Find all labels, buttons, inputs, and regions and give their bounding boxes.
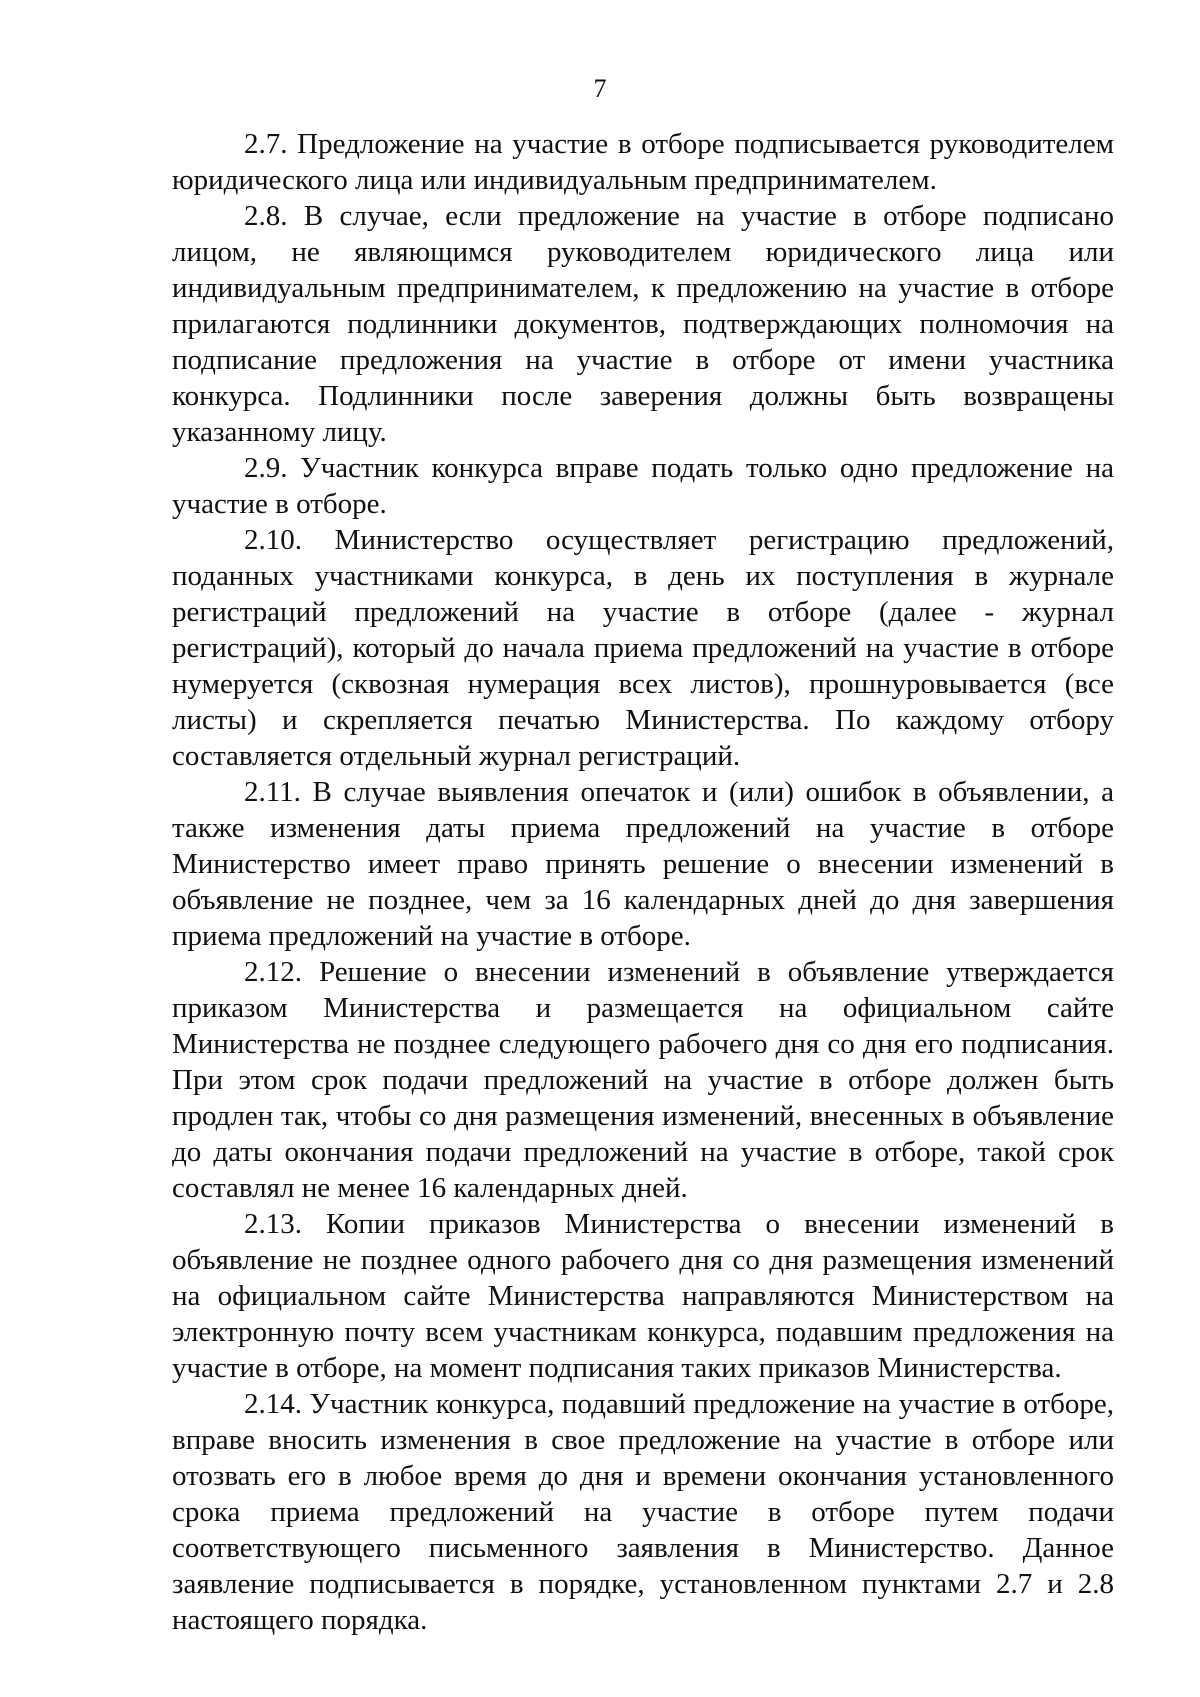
paragraph-2-11: 2.11. В случае выявления опечаток и (или) ошибок в объявлении, а также изменения даты приема предложений на участие в отборе Министерство имеет право принять решение о внесении изменений в объявление не позднее, чем за 16 календарных дней до дня завершения приема предложений на участие в отборе.: [172, 776, 1114, 952]
paragraph-2-13: 2.13. Копии приказов Министерства о внесении изменений в объявление не позднее одного рабочего дня со дня размещения изменений на официальном сайте Министерства направляются Министерством на электронную почту всем участникам конкурса, подавшим предложения на участие в отборе, на момент подписания таких приказов Министерства.: [172, 1208, 1114, 1384]
paragraph-2-12: 2.12. Решение о внесении изменений в объявление утверждается приказом Министерства и размещается на официальном сайте Министерства не позднее следующего рабочего дня со дня его подписания. При этом срок подачи предложений на участие в отборе должен быть продлен так, чтобы со дня размещения изменений, внесенных в объявление до даты окончания подачи предложений на участие в отборе, такой срок составлял не менее 16 календарных дней.: [172, 956, 1114, 1204]
page-number: 7: [593, 74, 607, 103]
paragraph-2-14: 2.14. Участник конкурса, подавший предложение на участие в отборе, вправе вносить изменения в свое предложение на участие в отборе или отозвать его в любое время до дня и времени окончания установленного срока приема предложений на участие в отборе путем подачи соответствующего письменного заявления в Министерство. Данное заявление подписывается в порядке, установленном пунктами 2.7 и 2.8 настоящего порядка.: [172, 1388, 1114, 1636]
paragraph-2-9: 2.9. Участник конкурса вправе подать только одно предложение на участие в отборе.: [172, 452, 1114, 520]
paragraph-2-7: 2.7. Предложение на участие в отборе подписывается руководителем юридического лица или индивидуальным предпринимателем.: [172, 128, 1114, 196]
paragraph-2-10: 2.10. Министерство осуществляет регистрацию предложений, поданных участниками конкурса, в день их поступления в журнале регистраций предложений на участие в отборе (далее - журнал регистраций), который до начала приема предложений на участие в отборе нумеруется (сквозная нумерация всех листов), прошнуровывается (все листы) и скрепляется печатью Министерства. По каждому отбору составляется отдельный журнал регистраций.: [172, 524, 1114, 772]
paragraph-2-8: 2.8. В случае, если предложение на участие в отборе подписано лицом, не являющимся руководителем юридического лица или индивидуальным предпринимателем, к предложению на участие в отборе прилагаются подлинники документов, подтверждающих полномочия на подписание предложения на участие в отборе от имени участника конкурса. Подлинники после заверения должны быть возвращены указанному лицу.: [172, 200, 1114, 448]
document-body: [172, 126, 1114, 1638]
